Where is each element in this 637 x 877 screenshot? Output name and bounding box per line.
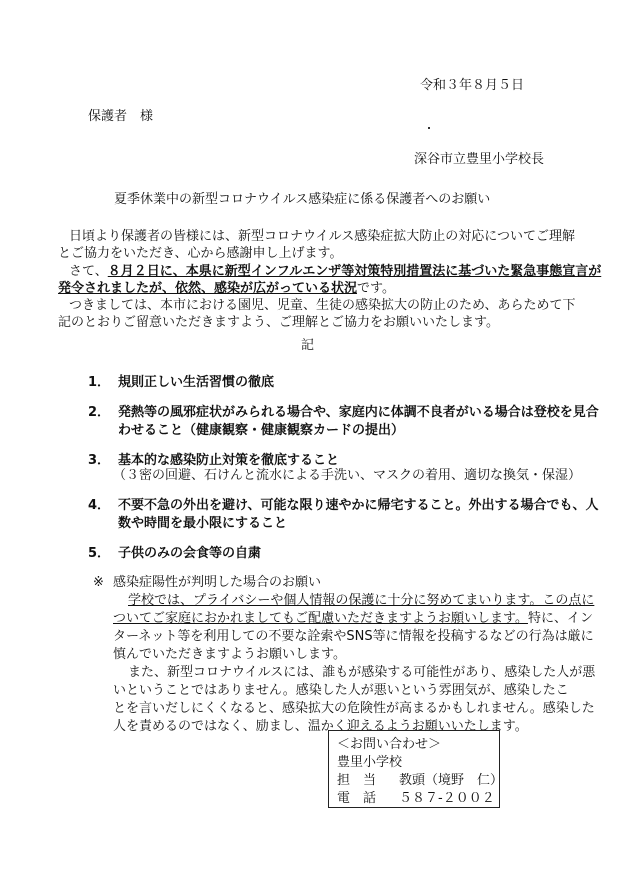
note-line-1	[128, 591, 594, 610]
item-text: わせること（健康観察・健康観察カードの提出）	[118, 423, 405, 438]
item-text: 子供のみの会食等の自粛	[118, 546, 262, 561]
item-number: 1．	[88, 375, 111, 390]
item-number: 3．	[88, 453, 111, 468]
document-title: 夏季休業中の新型コロナウイルス感染症に係る保護者へのお願い	[114, 192, 491, 207]
note-line-2-emphasis: ついてご家庭におかれましてもご配慮いただきますようお願いします。	[113, 611, 528, 626]
item-number: 5．	[88, 546, 111, 561]
note-mark: ※	[93, 575, 104, 590]
contact-person-value: 教頭（境野 仁）	[399, 773, 504, 788]
note-line-1-emphasis: プライバシーや個人情報の保護に十分に努めてまいります。この点に	[193, 593, 595, 608]
intro-p3-line2: 記のとおりご留意いただきますよう、ご理解とご協力をお願いいたします。	[58, 315, 499, 330]
note-line-2	[113, 609, 593, 628]
item-text: 発熱等の風邪症状がみられる場合や、家庭内に体調不良者がいる場合は登校を見合	[118, 405, 599, 420]
item-number: 2．	[88, 405, 111, 420]
sender: 深谷市立豊里小学校長	[414, 152, 545, 167]
intro-p2-emphasis: ８月２日に、本県に新型インフルエンザ等対策特別措置法に基づいた緊急事態宣言が	[107, 264, 602, 279]
item-text: 不要不急の外出を避け、可能な限り速やかに帰宅すること。外出する場合でも、人	[118, 498, 599, 513]
item-text: 基本的な感染防止対策を徹底すること	[118, 453, 340, 468]
note-line-8: 人を責めるのではなく、励まし、温かく迎えるようお願いいたします。	[113, 719, 528, 734]
note-line-3: ターネット等を利用しての不要な詮索やSNS等に情報を投稿するなどの行為は厳に	[113, 629, 594, 644]
item-number: 4．	[88, 498, 111, 513]
intro-p2-lead: さて、	[69, 264, 108, 279]
note-line-1-lead: 学校では、	[128, 593, 194, 608]
contact-phone-value: ５８７-２００２	[399, 791, 495, 806]
contact-heading: ＜お問い合わせ＞	[337, 737, 442, 752]
item-text: 数や時間を最小限にすること	[118, 516, 288, 531]
note-line-2-end: 特に、イン	[527, 611, 593, 626]
intro-p1-line1: 日頃より保護者の皆様には、新型コロナウイルス感染症拡大防止の対応についてご理解	[69, 229, 575, 244]
note-line-7: とを言いだしにくくなると、感染拡大の危険性が高まるかもしれません。感染した	[113, 701, 595, 716]
note-line-4: 慎んでいただきますようお願いします。	[113, 647, 346, 662]
contact-school: 豊里小学校	[337, 755, 403, 770]
intro-p2-end: です。	[357, 281, 395, 296]
note-line-5: また、新型コロナウイルスには、誰もが感染する可能性があり、感染した人が悪	[128, 665, 596, 680]
contact-phone-label: 電 話	[337, 791, 377, 806]
note-heading: 感染症陽性が判明した場合のお願い	[113, 575, 322, 590]
item-text: 規則正しい生活習慣の徹底	[118, 375, 275, 390]
scan-speck	[428, 127, 430, 129]
item-text: （３密の回避、石けんと流水による手洗い、マスクの着用、適切な換気・保湿）	[113, 468, 582, 483]
document-date: 令和３年８月５日	[420, 78, 525, 93]
note-line-6: いということではありません。感染した人が悪いという雰囲気が、感染したこ	[113, 683, 569, 698]
ki-heading: 記	[301, 338, 315, 353]
intro-p1-line2: とご協力をいただき、心から感謝申し上げます。	[58, 246, 343, 261]
contact-box	[328, 730, 504, 808]
intro-p2-emphasis-cont: 発令されましたが、依然、感染が広がっている状況	[58, 281, 358, 296]
recipient: 保護者 様	[88, 109, 154, 124]
intro-p3-line1: つきましては、本市における園児、児童、生徒の感染拡大の防止のため、あらためて下	[69, 298, 576, 313]
contact-person-label: 担 当	[337, 773, 377, 788]
